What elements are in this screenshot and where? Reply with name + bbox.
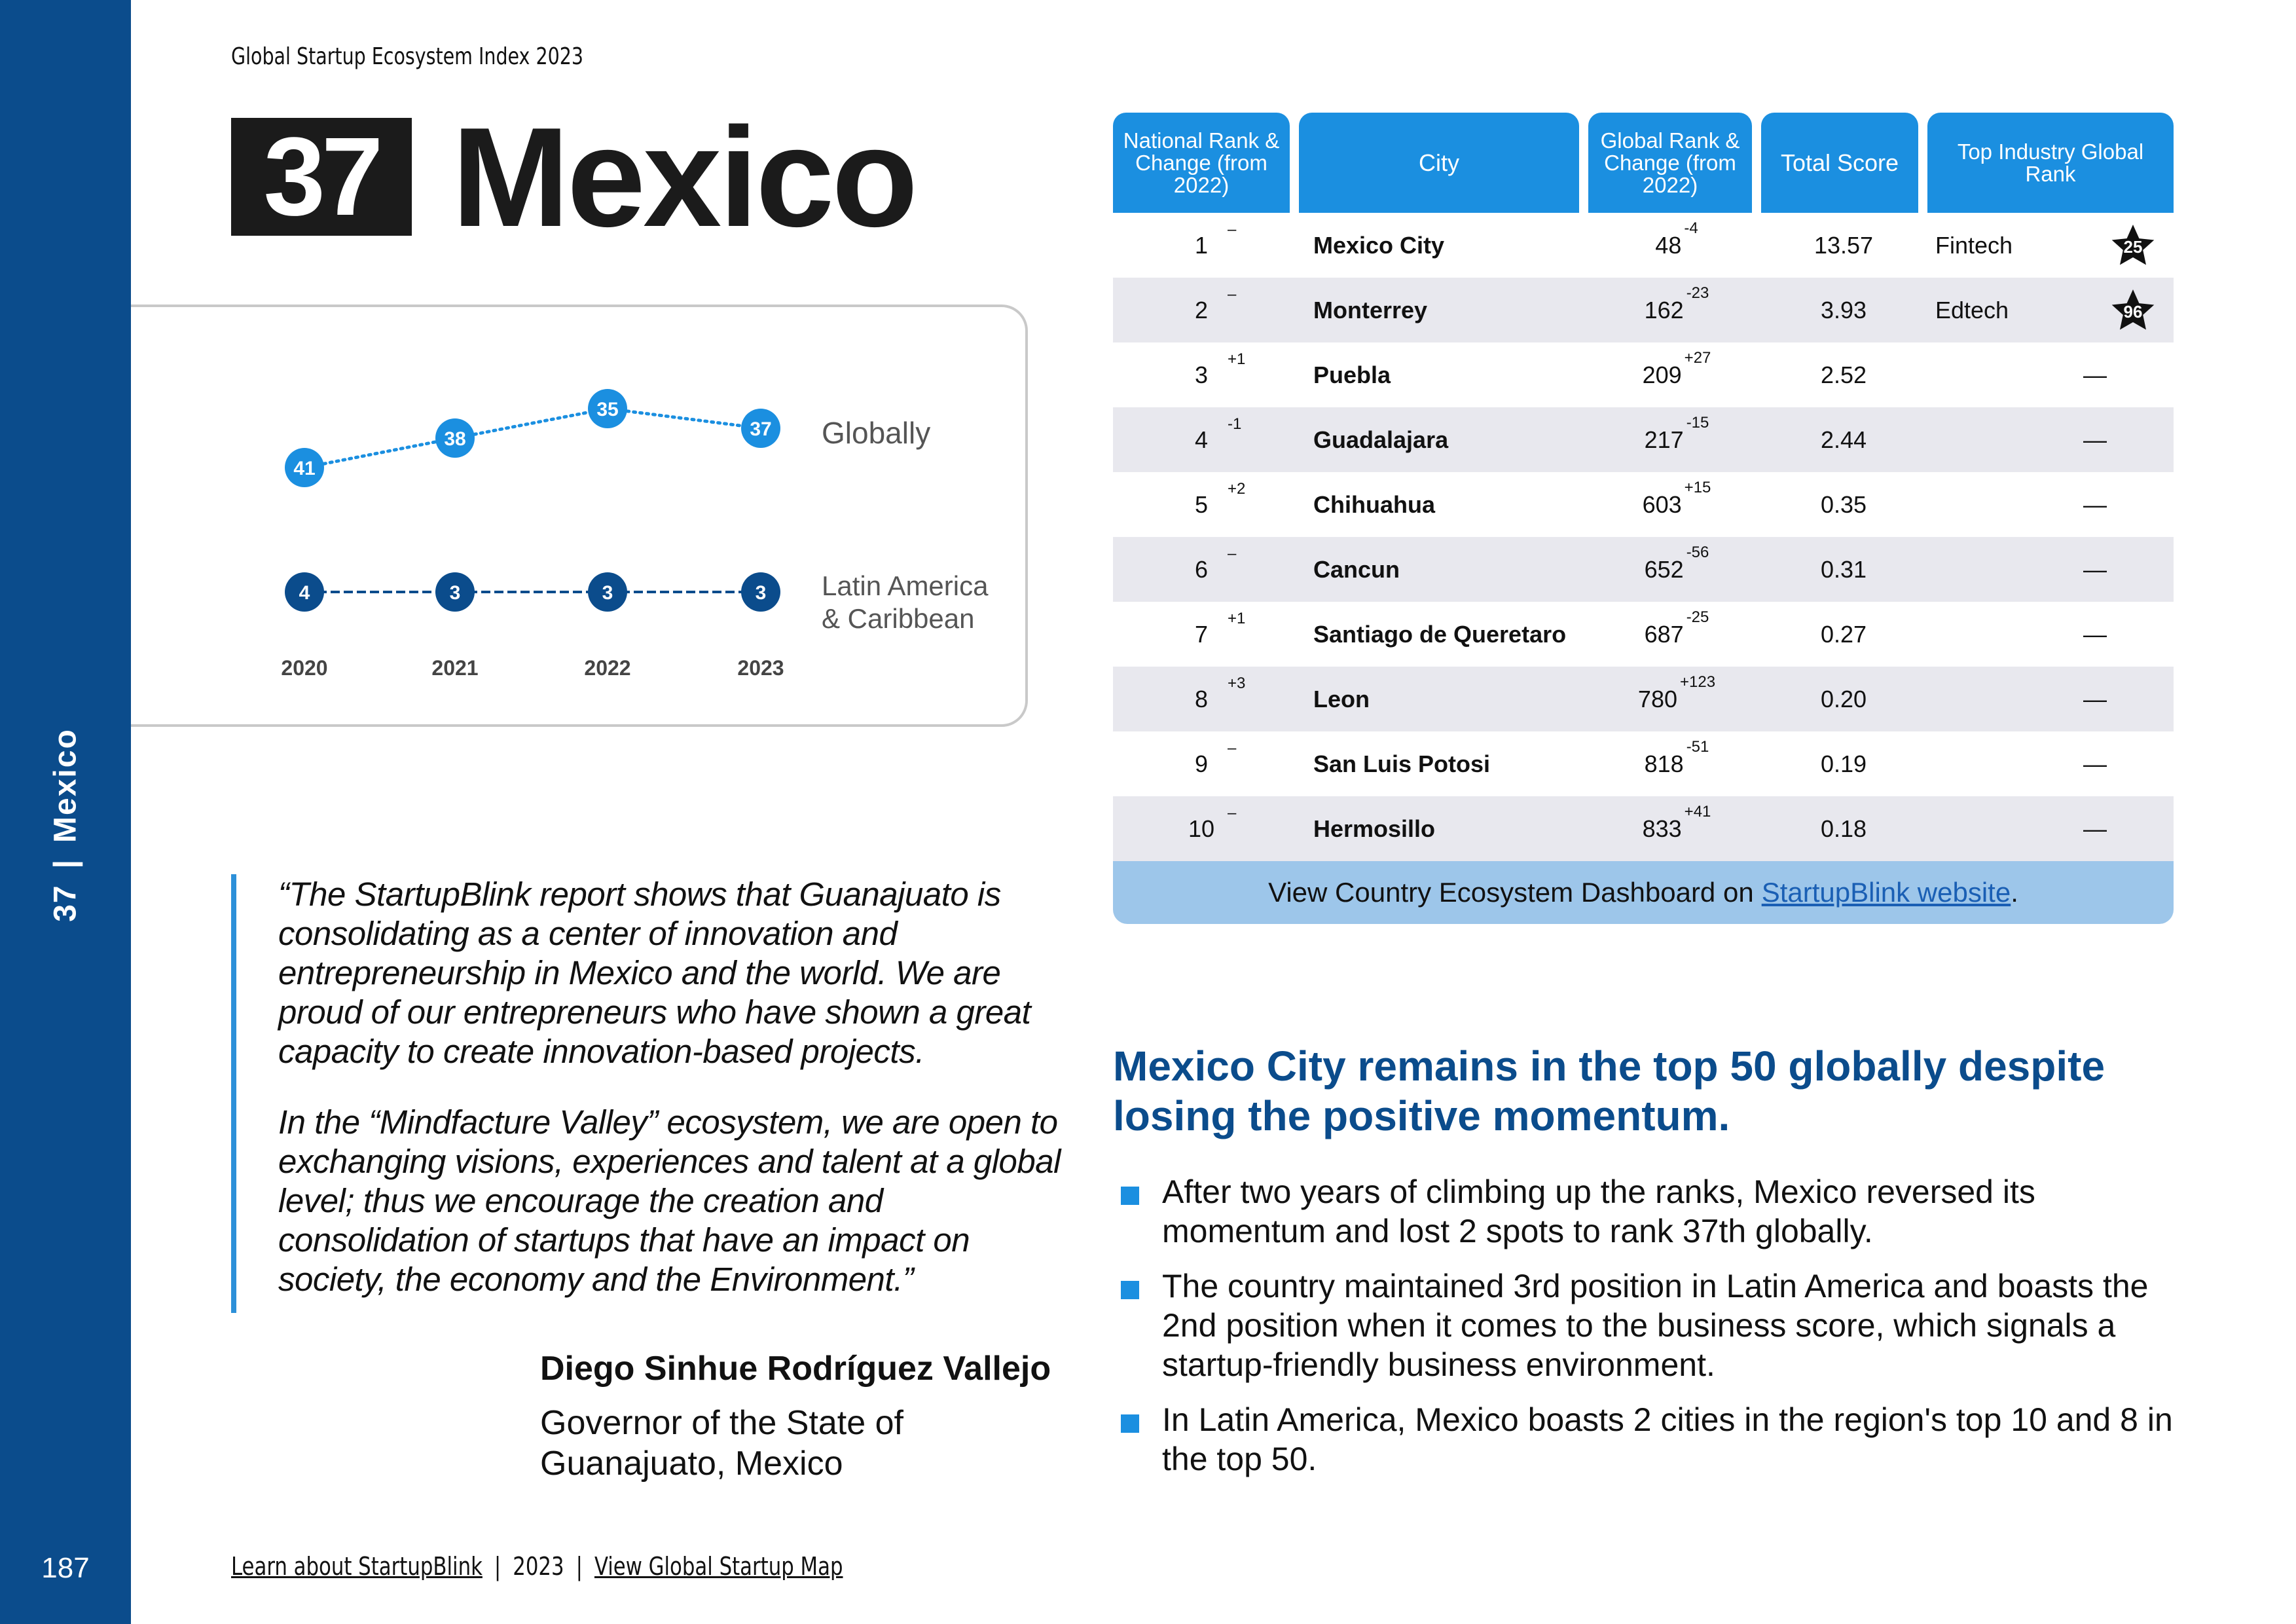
ranking-chart [131, 307, 1028, 729]
bullet-item: After two years of climbing up the ranks, Mexico reversed its momentum and lost 2 spots to rank 37th globally. [1113, 1172, 2187, 1251]
global-rank-cell [1588, 796, 1765, 861]
city-name: Puebla [1313, 361, 1391, 388]
global-rank: 833 [1642, 815, 1682, 842]
top-industry-empty: — [2083, 621, 2107, 648]
regional-rank-label: 4 [299, 582, 310, 604]
top-industry-empty: — [2083, 361, 2107, 388]
global-rank: 162 [1644, 296, 1684, 323]
regional-rank-label: 3 [602, 582, 613, 604]
top-industry-empty: — [2083, 750, 2107, 777]
sidebar-country: Mexico [48, 728, 83, 843]
header-global-rank: Global Rank & Change (from 2022) [1588, 113, 1752, 213]
global-rank-change: -25 [1686, 608, 1709, 626]
national-rank-cell [1113, 278, 1290, 342]
global-trend-line [304, 438, 455, 468]
total-score: 2.52 [1820, 361, 1867, 388]
top-industry-empty: — [2083, 491, 2107, 518]
year-tick-label: 2020 [281, 656, 328, 680]
global-rank-cell [1588, 472, 1765, 537]
total-score: 0.35 [1820, 490, 1867, 518]
national-rank-change: – [1228, 221, 1237, 238]
highlight-bullets [1113, 1172, 2187, 1494]
sidebar-separator: | [48, 858, 83, 869]
global-rank: 209 [1642, 361, 1682, 388]
header-national-rank: National Rank & Change (from 2022) [1113, 113, 1290, 213]
table-row [1113, 342, 2174, 407]
city-name: Santiago de Queretaro [1313, 620, 1567, 648]
global-trend-line [608, 409, 761, 428]
table-row [1113, 407, 2174, 472]
national-rank-cell [1113, 667, 1290, 731]
national-rank: 6 [1194, 555, 1209, 583]
footer-separator: | [575, 1552, 583, 1581]
global-rank: 217 [1644, 426, 1684, 453]
city-name: Guadalajara [1313, 426, 1449, 453]
city-name: Hermosillo [1313, 815, 1436, 842]
table-header [1113, 113, 2174, 213]
national-rank-cell [1113, 472, 1290, 537]
national-rank-change: +2 [1228, 480, 1246, 498]
quote-author: Diego Sinhue Rodríguez Vallejo [540, 1350, 1051, 1388]
table-row [1113, 796, 2174, 861]
industry-rank: 96 [2123, 301, 2143, 322]
national-rank: 7 [1194, 620, 1209, 648]
page-number: 187 [41, 1552, 90, 1584]
table-row [1113, 731, 2174, 796]
total-score: 2.44 [1820, 426, 1867, 453]
regional-rank-label: 3 [755, 582, 767, 604]
national-rank-cell [1113, 213, 1290, 278]
total-score: 0.20 [1820, 685, 1867, 712]
global-trend-line [455, 409, 608, 438]
global-rank-cell [1588, 667, 1765, 731]
national-rank-change: -1 [1228, 415, 1242, 433]
footer-year: 2023 [513, 1552, 564, 1581]
year-tick-label: 2023 [737, 656, 784, 680]
learn-about-startupblink-link[interactable]: Learn about StartupBlink [231, 1552, 483, 1581]
global-rank-change: +41 [1684, 802, 1711, 821]
national-rank: 5 [1194, 490, 1209, 518]
total-score: 0.27 [1820, 620, 1867, 648]
city-name: Leon [1313, 685, 1370, 712]
national-rank-change: – [1228, 545, 1237, 563]
global-rank: 603 [1642, 490, 1682, 518]
national-rank-change: – [1228, 804, 1237, 822]
top-industry-empty: — [2083, 815, 2107, 842]
total-score: 0.18 [1820, 815, 1867, 842]
table-row [1113, 537, 2174, 602]
sidebar-label [13, 707, 118, 943]
ranking-chart-card [131, 304, 1028, 727]
global-rank-label: 37 [750, 418, 772, 440]
highlight-headline: Mexico City remains in the top 50 globally despite losing the positive momentum. [1113, 1043, 2105, 1139]
view-global-startup-map-link[interactable]: View Global Startup Map [594, 1552, 843, 1581]
regional-rank-label: 3 [449, 582, 461, 604]
global-rank: 687 [1644, 620, 1684, 648]
global-rank-cell [1588, 731, 1765, 796]
national-rank: 2 [1194, 296, 1209, 323]
national-rank: 1 [1194, 231, 1209, 259]
global-rank-cell [1588, 407, 1765, 472]
top-industry: Edtech [1935, 296, 2009, 323]
national-rank-cell [1113, 407, 1290, 472]
total-score: 13.57 [1813, 231, 1874, 259]
global-rank-change: -15 [1686, 413, 1709, 432]
header-city: City [1299, 113, 1579, 213]
national-rank-cell [1113, 602, 1290, 667]
star-icon [2110, 287, 2156, 333]
dashboard-text: View Country Ecosystem Dashboard on [1268, 877, 1754, 908]
global-series-label: Globally [822, 416, 931, 450]
table-row [1113, 472, 2174, 537]
table-row [1113, 667, 2174, 731]
rank-badge: 37 [231, 118, 412, 236]
national-rank-cell [1113, 537, 1290, 602]
national-rank-cell [1113, 342, 1290, 407]
global-rank: 818 [1644, 750, 1684, 777]
national-rank-cell [1113, 796, 1290, 861]
global-rank-label: 41 [293, 458, 316, 479]
city-name: Cancun [1313, 555, 1400, 583]
year-tick-label: 2021 [431, 656, 479, 680]
global-rank: 652 [1644, 555, 1684, 583]
global-rank-label: 35 [596, 399, 619, 420]
global-rank-change: +15 [1684, 478, 1711, 496]
city-name: Monterrey [1313, 296, 1428, 323]
global-rank-cell [1588, 342, 1765, 407]
city-name: Mexico City [1313, 231, 1445, 259]
total-score: 0.19 [1820, 750, 1867, 777]
global-rank-change: -23 [1686, 284, 1709, 302]
table-row [1113, 278, 2174, 342]
table-body [1113, 213, 2174, 861]
national-rank: 9 [1194, 750, 1209, 777]
national-rank: 3 [1194, 361, 1209, 388]
global-rank-change: -51 [1686, 737, 1709, 756]
global-rank: 48 [1655, 231, 1682, 259]
quote-author-role: Governor of the State of Guanajuato, Mexico [540, 1404, 903, 1483]
year-tick-label: 2022 [584, 656, 631, 680]
country-title: Mexico [452, 98, 916, 256]
national-rank-change: +1 [1228, 350, 1246, 368]
global-rank-change: +123 [1680, 673, 1716, 691]
quote [278, 875, 1064, 1299]
quote-bar [231, 874, 236, 1313]
dashboard-text-end: . [2011, 877, 2018, 908]
national-rank-cell [1113, 731, 1290, 796]
bullet-square-icon [1121, 1281, 1139, 1299]
top-industry-empty: — [2083, 686, 2107, 712]
bullet-item: The country maintained 3rd position in Latin America and boasts the 2nd position when it comes to the business score, which signals a startup-friendly business environment. [1113, 1266, 2187, 1384]
total-score: 3.93 [1820, 296, 1867, 323]
bullet-square-icon [1121, 1414, 1139, 1433]
global-rank-cell [1588, 213, 1765, 278]
regional-series-label: & Caribbean [822, 603, 975, 634]
national-rank: 4 [1194, 426, 1209, 453]
global-rank: 780 [1637, 685, 1677, 712]
global-rank-cell [1588, 278, 1765, 342]
global-rank-change: -4 [1684, 219, 1698, 237]
header-total-score: Total Score [1761, 113, 1918, 213]
sidebar [0, 0, 131, 1624]
national-rank: 10 [1188, 815, 1215, 842]
global-rank-label: 38 [444, 428, 466, 450]
bullet-square-icon [1121, 1187, 1139, 1205]
total-score: 0.31 [1820, 555, 1867, 583]
top-industry-empty: — [2083, 556, 2107, 583]
star-icon [2110, 223, 2156, 268]
quote-paragraph-2: In the “Mindfacture Valley” ecosystem, we are open to exchanging visions, experiences and talent at a global level; thus we encourage the creation and consolidation of startups that have an impact on society, the economy and the Environment.” [278, 1103, 1061, 1298]
city-name: Chihuahua [1313, 490, 1435, 518]
top-industry-empty: — [2083, 426, 2107, 453]
global-rank-change: +27 [1684, 348, 1711, 367]
industry-rank-badge [2092, 278, 2174, 342]
national-rank-change: – [1228, 739, 1237, 757]
regional-series-label: Latin America [822, 570, 989, 601]
industry-rank: 25 [2123, 236, 2143, 257]
page-footer [231, 1552, 843, 1581]
sidebar-rank: 37 [48, 884, 83, 922]
table-row [1113, 602, 2174, 667]
top-industry: Fintech [1935, 231, 2013, 259]
city-name: San Luis Potosi [1313, 750, 1491, 777]
national-rank-change: +1 [1228, 610, 1246, 627]
global-rank-cell [1588, 537, 1765, 602]
quote-paragraph-1: “The StartupBlink report shows that Guanajuato is consolidating as a center of innovation and entrepreneurship in Mexico and the world. We are proud of our entrepreneurs who have shown a great capacity to create innovation-based projects. [278, 876, 1031, 1070]
national-rank-change: – [1228, 286, 1237, 303]
report-title: Global Startup Ecosystem Index 2023 [231, 43, 583, 70]
national-rank-change: +3 [1228, 674, 1246, 692]
bullet-item: In Latin America, Mexico boasts 2 cities in the region's top 10 and 8 in the top 50. [1113, 1400, 2187, 1479]
table-row [1113, 213, 2174, 278]
global-rank-change: -56 [1686, 543, 1709, 561]
national-rank: 8 [1194, 685, 1209, 712]
header-top-industry: Top Industry Global Rank [1927, 113, 2174, 213]
global-rank-cell [1588, 602, 1765, 667]
footer-separator: | [494, 1552, 501, 1581]
industry-rank-badge [2092, 213, 2174, 278]
cities-table [1113, 113, 2174, 924]
startupblink-website-link[interactable]: StartupBlink website [1761, 877, 2011, 908]
dashboard-link-bar [1113, 861, 2174, 924]
